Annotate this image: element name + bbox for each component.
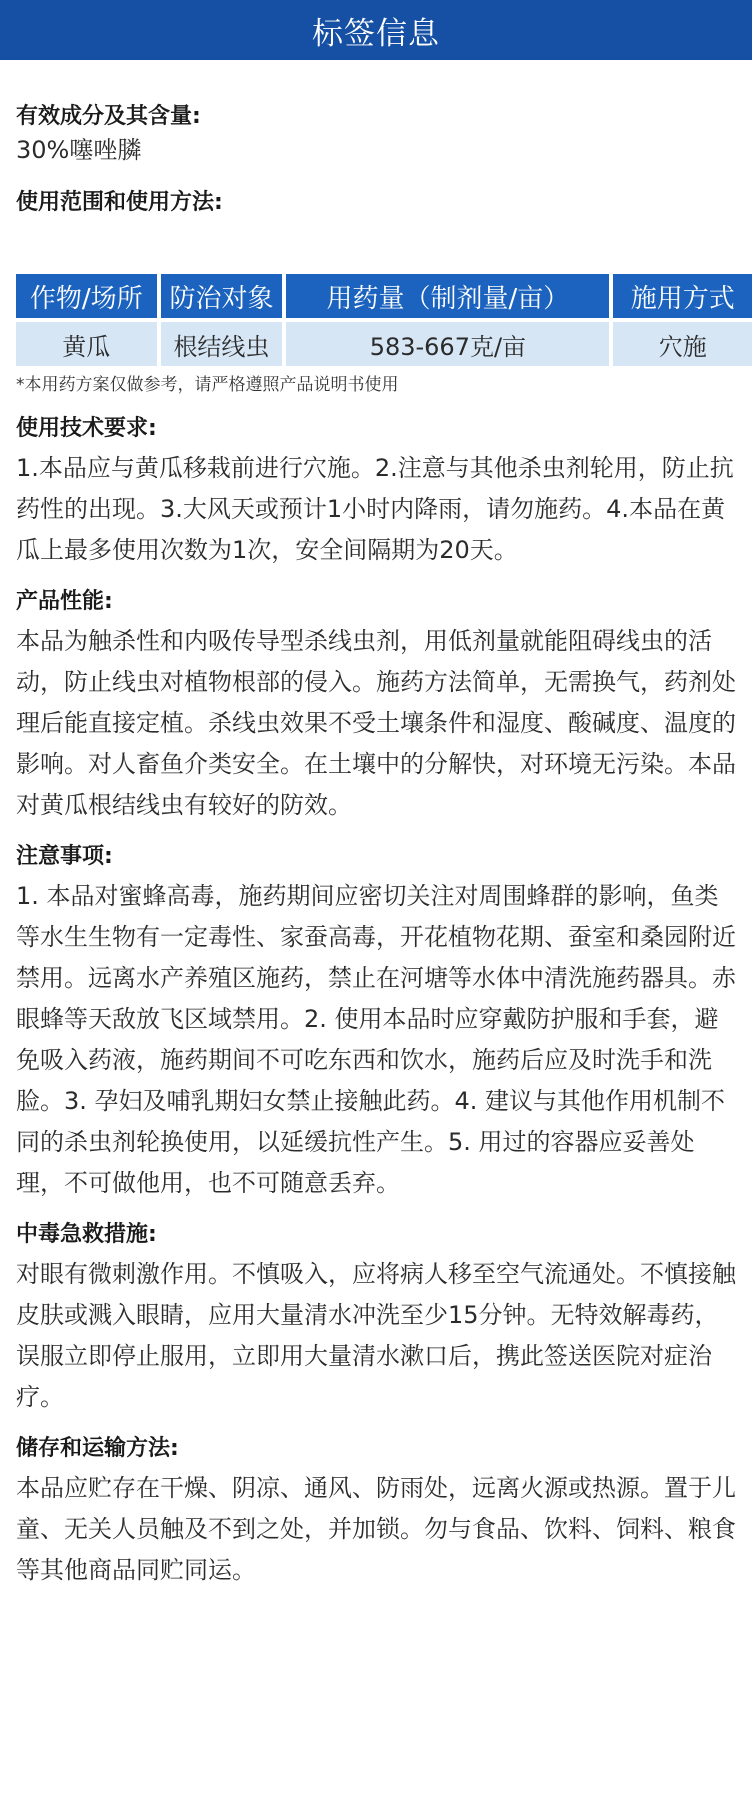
section-tech (16, 414, 736, 571)
ingredient-value: 30%噻唑膦 (16, 136, 142, 164)
table-row (16, 322, 752, 366)
section-title-tech: 使用技术要求: (16, 416, 157, 441)
dosage-cell-amount: 583-667克/亩 (286, 322, 609, 366)
section-title-storage: 储存和运输方法: (16, 1436, 179, 1461)
dosage-table (12, 270, 752, 370)
section-title-firstaid: 中毒急救措施: (16, 1222, 157, 1247)
section-title-precautions: 注意事项: (16, 844, 113, 869)
dosage-cell-crop: 黄瓜 (16, 322, 157, 366)
label-content (0, 102, 752, 1591)
dosage-cell-target: 根结线虫 (161, 322, 283, 366)
section-firstaid (16, 1220, 736, 1418)
section-text-storage: 本品应贮存在干燥、阴凉、通风、防雨处，远离火源或热源。置于儿童、无关人员触及不到之处，并加锁。勿与食品、饮料、饲料、粮食等其他商品同贮同运。 (16, 1474, 736, 1584)
dosage-header-amount: 用药量（制剂量/亩） (286, 274, 609, 318)
section-ingredient (16, 102, 736, 166)
usage-disclaimer: *本用药方案仅做参考，请严格遵照产品说明书使用 (16, 375, 399, 395)
section-storage (16, 1434, 736, 1591)
section-precautions (16, 842, 736, 1204)
dosage-header-crop: 作物/场所 (16, 274, 157, 318)
dosage-header-method: 施用方式 (613, 274, 752, 318)
section-text-performance: 本品为触杀性和内吸传导型杀线虫剂，用低剂量就能阻碍线虫的活动，防止线虫对植物根部的侵入。施药方法简单，无需换气，药剂处理后能直接定植。杀线虫效果不受土壤条件和湿度、酸碱度、温度的影响。对人畜鱼介类安全。在土壤中的分解快，对环境无污染。本品对黄瓜根结线虫有较好的防效。 (16, 627, 736, 819)
section-usage (16, 188, 736, 396)
page-header (0, 0, 752, 60)
section-text-precautions: 1. 本品对蜜蜂高毒，施药期间应密切关注对周围蜂群的影响，鱼类等水生生物有一定毒性、家蚕高毒，开花植物花期、蚕室和桑园附近禁用。远离水产养殖区施药，禁止在河塘等水体中清洗施药器具。赤眼蜂等天敌放飞区域禁用。2. 使用本品时应穿戴防护服和手套，避免吸入药液，施药期间不可吃东西和饮水，施药后应及时洗手和洗脸。3. 孕妇及哺乳期妇女禁止接触此药。4. 建议与其他作用机制不同的杀虫剂轮换使用，以延缓抗性产生。5. 用过的容器应妥善处理，不可做他用，也不可随意丢弃。 (16, 882, 736, 1197)
dosage-table-header-row (16, 274, 752, 318)
page-title: 标签信息 (312, 15, 440, 52)
section-text-tech: 1.本品应与黄瓜移栽前进行穴施。2.注意与其他杀虫剂轮用，防止抗药性的出现。3.大风天或预计1小时内降雨，请勿施药。4.本品在黄瓜上最多使用次数为1次，安全间隔期为20天。 (16, 454, 734, 564)
section-title-usage: 使用范围和使用方法: (16, 190, 223, 215)
dosage-header-target: 防治对象 (161, 274, 283, 318)
section-text-firstaid: 对眼有微刺激作用。不慎吸入，应将病人移至空气流通处。不慎接触皮肤或溅入眼睛，应用大量清水冲洗至少15分钟。无特效解毒药，误服立即停止服用，立即用大量清水漱口后，携此签送医院对症治疗。 (16, 1260, 736, 1411)
section-title-performance: 产品性能: (16, 589, 113, 614)
dosage-cell-method: 穴施 (613, 322, 752, 366)
section-performance (16, 587, 736, 826)
section-title-ingredient: 有效成分及其含量: (16, 104, 201, 129)
